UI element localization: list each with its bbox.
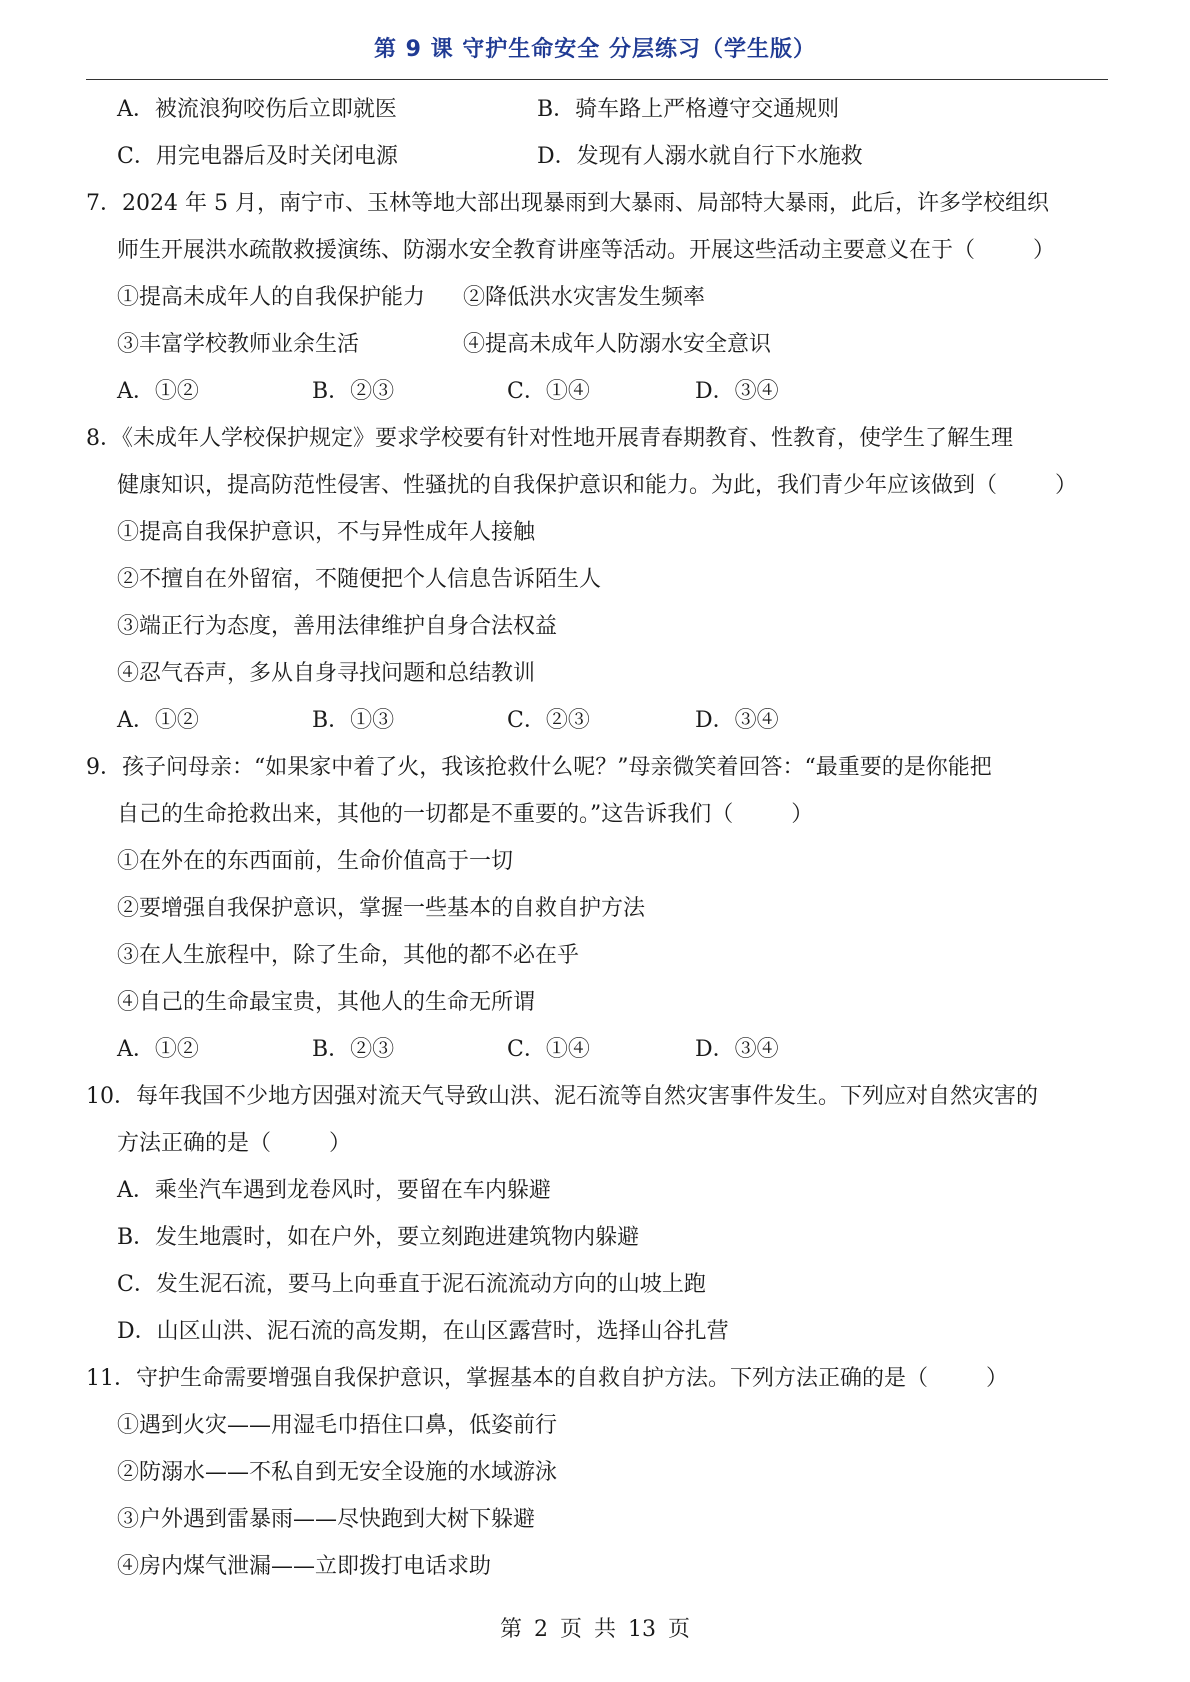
- page-number-current: 2: [533, 1617, 548, 1642]
- q8-choice-a: A．①②: [117, 708, 199, 733]
- q8-stem-line-2: [86, 462, 1108, 509]
- q8-item-1: ①提高自我保护意识，不与异性成年人接触: [117, 520, 536, 545]
- page-number-suffix: 页: [668, 1617, 691, 1642]
- q9-choice-c: C．①④: [507, 1037, 590, 1062]
- q8-item-3: ③端正行为态度，善用法律维护自身合法权益: [117, 614, 558, 639]
- q7-items-row-1: [86, 274, 1108, 321]
- page-title: 第 9 课 守护生命安全 分层练习（学生版）: [374, 37, 816, 62]
- question-list: [86, 86, 1108, 1590]
- q9-stem-line-2: [86, 791, 1108, 838]
- q8-choice-b: B．①③: [312, 708, 395, 733]
- page-number-prefix: 第: [499, 1617, 522, 1642]
- q10-answer-paren: ）: [329, 1131, 352, 1156]
- q6-option-c: C．用完电器后及时关闭电源: [117, 144, 398, 169]
- page-number-mid: 页: [559, 1617, 582, 1642]
- q7-stem-line-1: 7．2024 年 5 月，南宁市、玉林等地大部出现暴雨到大暴雨、局部特大暴雨，此后，许多学校组织: [86, 191, 1049, 216]
- q9-stem-line-1: 9．孩子问母亲：“如果家中着了火，我该抢救什么呢？”母亲微笑着回答：“最重要的是你能把: [86, 755, 992, 780]
- q11-item-4: ④房内煤气泄漏——立即拨打电话求助: [117, 1554, 492, 1579]
- q6-options-row-2: [86, 133, 1108, 180]
- q9-answer-paren: ）: [791, 802, 814, 827]
- q7-choice-d: D．③④: [695, 379, 779, 404]
- q7-stem-line-2: [86, 227, 1108, 274]
- q7-choice-a: A．①②: [117, 379, 199, 404]
- q10-stem-line-2: [86, 1120, 1108, 1167]
- q7-choice-c: C．①④: [507, 379, 590, 404]
- q9-choice-d: D．③④: [695, 1037, 779, 1062]
- q11-answer-paren: ）: [986, 1366, 1009, 1391]
- q8-stem-text: 健康知识，提高防范性侵害、性骚扰的自我保护意识和能力。为此，我们青少年应该做到（: [117, 473, 998, 498]
- q9-choice-b: B．②③: [312, 1037, 395, 1062]
- q7-answer-paren: ）: [1033, 238, 1056, 263]
- q9-choices: [86, 1026, 1108, 1073]
- q8-choice-d: D．③④: [695, 708, 779, 733]
- q9-item-2: ②要增强自我保护意识，掌握一些基本的自救自护方法: [117, 896, 646, 921]
- q8-choices: [86, 697, 1108, 744]
- q7-items-row-2: [86, 321, 1108, 368]
- q8-item-2: ②不擅自在外留宿，不随便把个人信息告诉陌生人: [117, 567, 602, 592]
- q11-stem-text: 11．守护生命需要增强自我保护意识，掌握基本的自救自护方法。下列方法正确的是（: [86, 1366, 928, 1391]
- q10-option-a: A．乘坐汽车遇到龙卷风时，要留在车内躲避: [117, 1178, 551, 1203]
- page-footer: [0, 1612, 1190, 1643]
- q6-option-b: B．骑车路上严格遵守交通规则: [537, 97, 840, 122]
- q7-choices: [86, 368, 1108, 415]
- q7-stem-text: 师生开展洪水疏散救援演练、防溺水安全教育讲座等活动。开展这些活动主要意义在于（: [117, 238, 976, 263]
- q10-stem-line-1: 10．每年我国不少地方因强对流天气导致山洪、泥石流等自然灾害事件发生。下列应对自然灾害的: [86, 1084, 1038, 1109]
- q6-options-row-1: [86, 86, 1108, 133]
- q6-option-a: A．被流浪狗咬伤后立即就医: [117, 97, 397, 122]
- q10-option-c: C．发生泥石流，要马上向垂直于泥石流流动方向的山坡上跑: [117, 1272, 706, 1297]
- q7-item-4: ④提高未成年人防溺水安全意识: [463, 332, 772, 357]
- q11-item-1: ①遇到火灾——用湿毛巾捂住口鼻，低姿前行: [117, 1413, 558, 1438]
- q7-item-1: ①提高未成年人的自我保护能力: [117, 285, 426, 310]
- q11-item-3: ③户外遇到雷暴雨——尽快跑到大树下躲避: [117, 1507, 536, 1532]
- q11-stem-line-1: [86, 1355, 1108, 1402]
- page-total-prefix: 共: [594, 1617, 617, 1642]
- q10-stem-text: 方法正确的是（: [117, 1131, 272, 1156]
- q11-item-2: ②防溺水——不私自到无安全设施的水域游泳: [117, 1460, 558, 1485]
- q7-choice-b: B．②③: [312, 379, 395, 404]
- q10-option-b: B．发生地震时，如在户外，要立刻跑进建筑物内躲避: [117, 1225, 640, 1250]
- q9-choice-a: A．①②: [117, 1037, 199, 1062]
- q9-item-1: ①在外在的东西面前，生命价值高于一切: [117, 849, 514, 874]
- q8-item-4: ④忍气吞声，多从自身寻找问题和总结教训: [117, 661, 536, 686]
- q10-option-d: D．山区山洪、泥石流的高发期，在山区露营时，选择山谷扎营: [117, 1319, 729, 1344]
- q7-item-3: ③丰富学校教师业余生活: [117, 332, 360, 357]
- header-divider: [86, 79, 1108, 80]
- page-number-total: 13: [628, 1617, 657, 1642]
- q8-stem-line-1: 8．《未成年人学校保护规定》要求学校要有针对性地开展青春期教育、性教育，使学生了解生理: [86, 426, 1014, 451]
- q7-item-2: ②降低洪水灾害发生频率: [463, 285, 706, 310]
- q9-stem-text: 自己的生命抢救出来，其他的一切都是不重要的。”这告诉我们（: [117, 802, 734, 827]
- q8-choice-c: C．②③: [507, 708, 590, 733]
- q6-option-d: D．发现有人溺水就自行下水施救: [537, 144, 863, 169]
- q9-item-4: ④自己的生命最宝贵，其他人的生命无所谓: [117, 990, 536, 1015]
- q8-answer-paren: ）: [1055, 473, 1078, 498]
- q9-item-3: ③在人生旅程中，除了生命，其他的都不必在乎: [117, 943, 580, 968]
